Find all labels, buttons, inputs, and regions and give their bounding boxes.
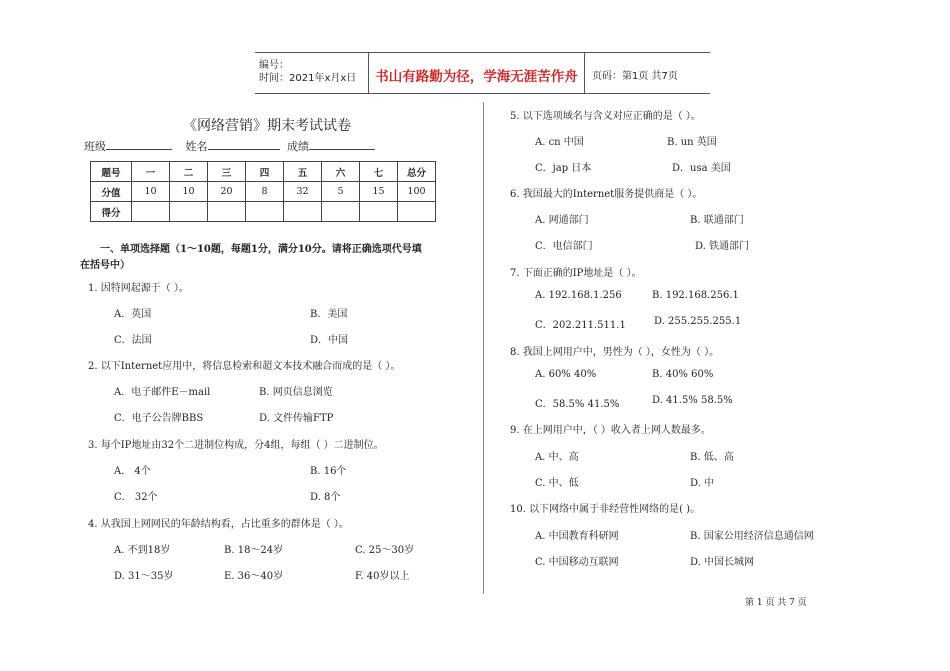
option[interactable]: A. 中国教育科研网: [535, 531, 619, 542]
option[interactable]: B. un 英国: [667, 137, 717, 148]
name-label: 姓名: [185, 140, 208, 153]
score-input-cell[interactable]: [132, 202, 170, 222]
question-stem: 5. 以下选项域名与含义对应正确的是（ ）。: [510, 111, 701, 122]
score-cell: 分值: [91, 182, 132, 202]
option[interactable]: C. 中国移动互联网: [535, 557, 619, 568]
option[interactable]: B. 16个: [310, 466, 347, 477]
option[interactable]: C． 32个: [114, 492, 158, 503]
option[interactable]: B. 低、高: [690, 452, 734, 463]
score-table: [90, 161, 436, 222]
option[interactable]: C. 25～30岁: [355, 545, 415, 556]
question-stem: 8. 我国上网用户中，男性为（ ），女性为（ ）。: [510, 347, 720, 358]
option[interactable]: D. 文件传输FTP: [259, 413, 334, 424]
document-header: [255, 52, 710, 94]
column-divider: [483, 102, 484, 594]
option[interactable]: E. 36～40岁: [224, 571, 284, 582]
grade-label: 成绩: [287, 140, 309, 153]
option[interactable]: D．中国: [310, 335, 349, 346]
question-stem: 9. 在上网用户中，（ ）收入者上网人数最多。: [510, 425, 711, 436]
section-instruction-line1: 一、单项选择题（1～10题，每题1分，满分10分。请将正确选项代号填: [100, 244, 422, 255]
option[interactable]: C．法国: [114, 335, 152, 346]
exam-title: 《网络营销》期末考试试卷: [183, 118, 351, 134]
question-stem: 7. 下面正确的IP地址是（ ）。: [510, 268, 642, 279]
option[interactable]: D. 31～35岁: [114, 571, 174, 582]
score-cell: 10: [132, 182, 170, 202]
class-label: 班级: [84, 140, 106, 153]
score-cell: 二: [170, 162, 208, 182]
option[interactable]: B. 国家公用经济信息通信网: [690, 531, 814, 542]
option[interactable]: A． 4个: [114, 466, 151, 477]
score-cell: 8: [246, 182, 284, 202]
option[interactable]: C．202.211.511.1: [535, 320, 626, 331]
score-input-cell[interactable]: [170, 202, 208, 222]
question-stem: 3. 每个IP地址由32个二进制位构成，分4组，每组（ ）二进制位。: [88, 440, 384, 451]
score-table-got-row: [91, 202, 436, 222]
score-cell: 5: [322, 182, 360, 202]
option[interactable]: B. 网页信息浏览: [259, 387, 333, 398]
option[interactable]: A．电子邮件E－mail: [114, 387, 211, 398]
score-cell: 六: [322, 162, 360, 182]
question-stem: 6. 我国最大的Internet服务提供商是（ ）。: [510, 189, 703, 200]
header-info-cell: [255, 53, 369, 93]
option[interactable]: B. 18～24岁: [224, 545, 284, 556]
page-footer: 第 1 页 共 7 页: [745, 598, 807, 608]
option[interactable]: A. 192.168.1.256: [535, 290, 622, 301]
score-table-head-row: [91, 162, 436, 182]
score-cell: 四: [246, 162, 284, 182]
option[interactable]: B．美国: [310, 309, 348, 320]
option[interactable]: D. 8个: [310, 492, 341, 503]
score-cell: 题号: [91, 162, 132, 182]
student-info-row: [84, 137, 375, 154]
option[interactable]: B. 联通部门: [690, 215, 744, 226]
score-cell: 三: [208, 162, 246, 182]
option[interactable]: D. 铁通部门: [695, 241, 750, 252]
time-label: 时间：2021年x月x日: [259, 73, 357, 84]
question-stem: 2. 以下Internet应用中，将信息检索和超文本技术融合而成的是（ ）。: [88, 361, 401, 372]
option[interactable]: D．usa 美国: [672, 163, 731, 174]
option[interactable]: C．jap 日本: [535, 163, 592, 174]
score-input-cell[interactable]: [246, 202, 284, 222]
option[interactable]: A. 60% 40%: [535, 369, 597, 380]
score-cell: 总分: [398, 162, 436, 182]
class-blank[interactable]: [106, 137, 172, 150]
option[interactable]: B. 40% 60%: [652, 369, 714, 380]
page-label: 页码：第1页 共7页: [592, 71, 678, 82]
score-input-cell[interactable]: [208, 202, 246, 222]
option[interactable]: D. 中: [690, 478, 715, 489]
option[interactable]: A. cn 中国: [535, 137, 584, 148]
score-cell: 32: [284, 182, 322, 202]
score-cell: 15: [360, 182, 398, 202]
score-input-cell[interactable]: [322, 202, 360, 222]
option[interactable]: F. 40岁以上: [355, 571, 410, 582]
option[interactable]: A. 不到18岁: [114, 545, 171, 556]
option[interactable]: C．电子公告牌BBS: [114, 413, 204, 424]
option[interactable]: D. 255.255.255.1: [654, 316, 742, 327]
score-input-cell[interactable]: [398, 202, 436, 222]
option[interactable]: C. 中、低: [535, 478, 579, 489]
score-cell: 20: [208, 182, 246, 202]
score-cell: 五: [284, 162, 322, 182]
option[interactable]: D. 41.5% 58.5%: [652, 395, 733, 406]
name-blank[interactable]: [208, 137, 280, 150]
score-cell: 七: [360, 162, 398, 182]
section-instruction-line2: 在括号中）: [80, 260, 130, 271]
option[interactable]: A．英国: [114, 309, 152, 320]
score-cell: 得分: [91, 202, 132, 222]
score-table-values-row: [91, 182, 436, 202]
question-stem: 1. 因特网起源于（ ）。: [88, 283, 189, 294]
score-input-cell[interactable]: [360, 202, 398, 222]
option[interactable]: C．电信部门: [535, 241, 593, 252]
option[interactable]: A. 网通部门: [535, 215, 589, 226]
option[interactable]: D. 中国长城网: [690, 557, 755, 568]
score-cell: 一: [132, 162, 170, 182]
option[interactable]: C．58.5% 41.5%: [535, 399, 620, 410]
number-label: 编号：: [259, 60, 289, 71]
question-stem: 10. 以下网络中属于非经营性网络的是( )。: [510, 504, 701, 515]
grade-blank[interactable]: [309, 137, 375, 150]
option[interactable]: A. 中、高: [535, 452, 579, 463]
score-input-cell[interactable]: [284, 202, 322, 222]
question-stem: 4. 从我国上网网民的年龄结构看，占比重多的群体是（ ）。: [88, 519, 349, 530]
score-cell: 10: [170, 182, 208, 202]
header-motto-cell: [369, 53, 585, 93]
option[interactable]: B. 192.168.256.1: [652, 290, 739, 301]
score-cell: 100: [398, 182, 436, 202]
motto: 书山有路勤为径，学海无涯苦作舟: [375, 69, 578, 85]
